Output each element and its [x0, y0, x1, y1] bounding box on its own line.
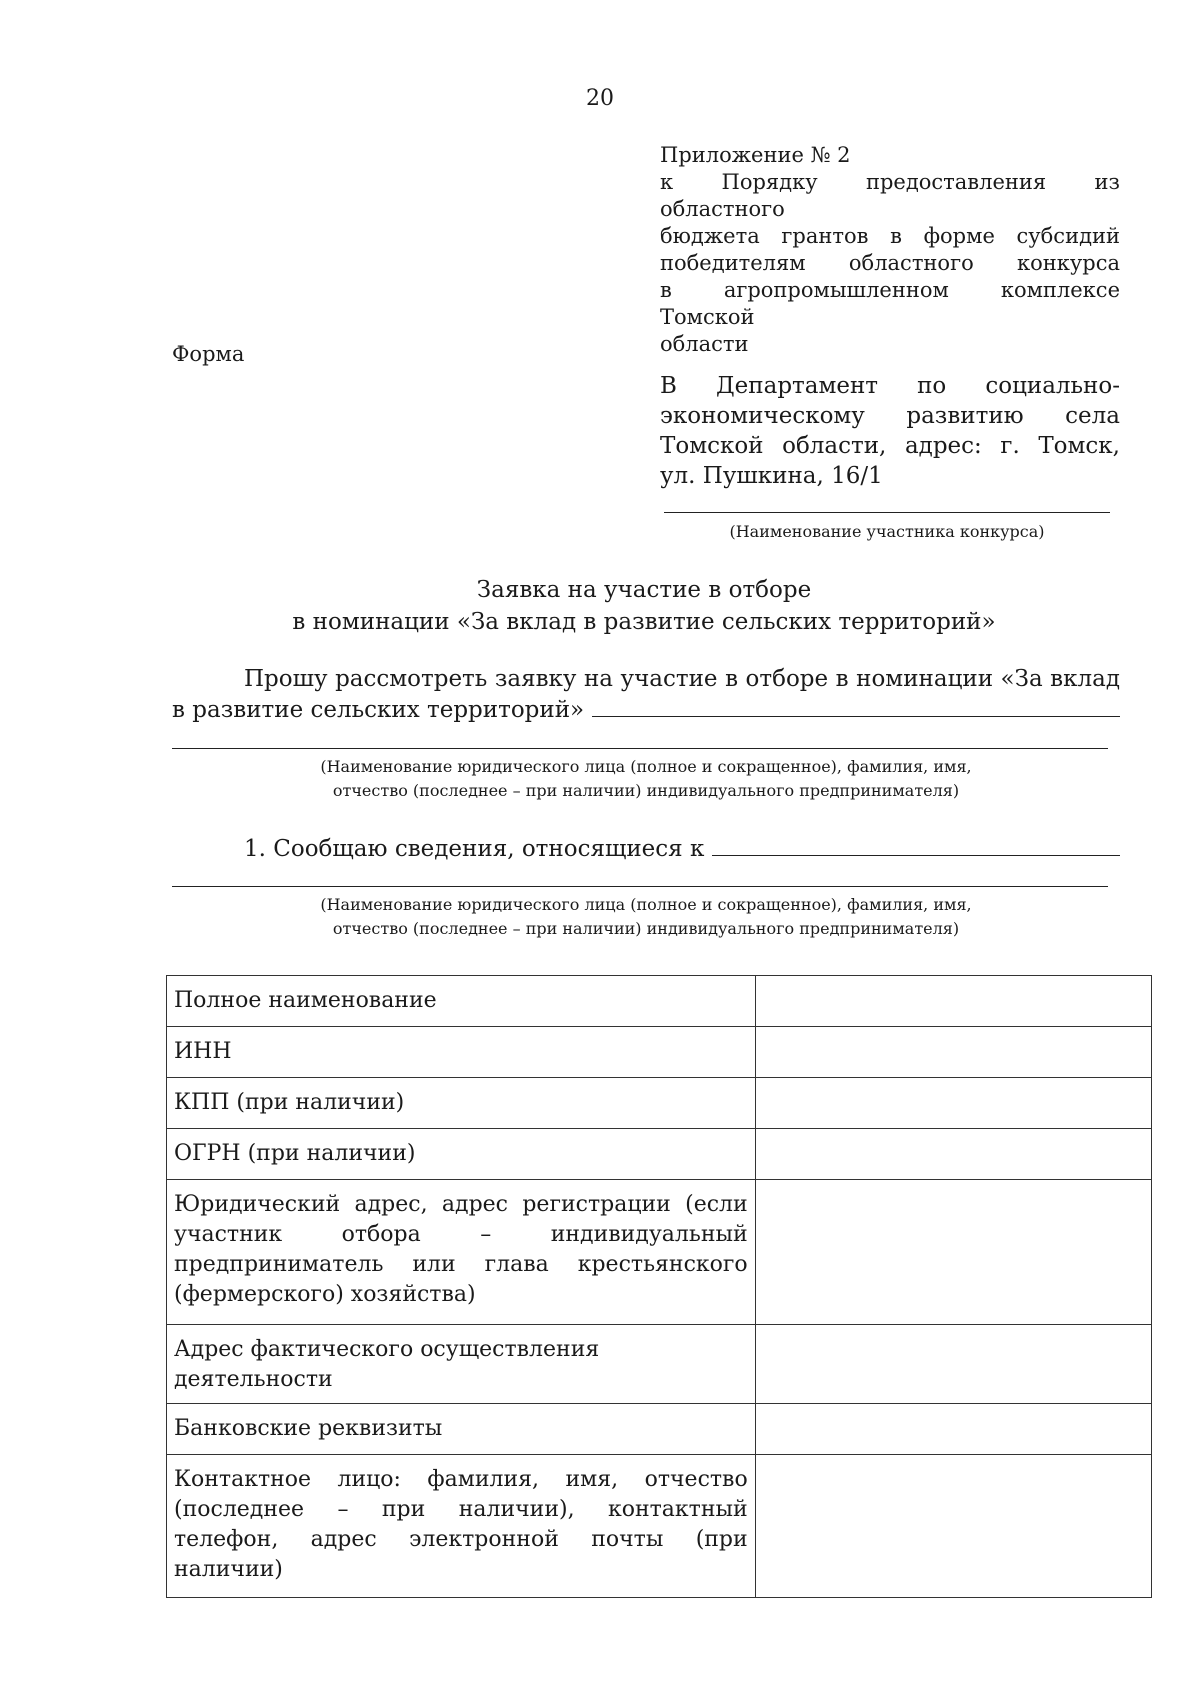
entity-caption — [172, 893, 1120, 941]
report-entity-field[interactable] — [712, 835, 1120, 856]
row-value[interactable] — [755, 976, 1151, 1027]
row-label: Полное наименование — [167, 976, 756, 1027]
table-row — [167, 976, 1152, 1027]
recipient-line: Томской области, адрес: г. Томск, — [660, 433, 1120, 459]
entity-caption — [172, 755, 1120, 803]
request-line: в развитие сельских территорий» — [172, 697, 585, 723]
appendix-line: бюджета грантов в форме субсидий — [660, 224, 1120, 248]
appendix-line: победителям областного конкурса — [660, 251, 1120, 275]
participant-info-table — [166, 975, 1152, 1598]
appendix-title: Приложение № 2 — [660, 143, 851, 167]
row-value[interactable] — [755, 1180, 1151, 1325]
caption-line: отчество (последнее – при наличии) индивидуального предпринимателя) — [332, 781, 960, 800]
recipient-line: ул. Пушкина, 16/1 — [660, 463, 883, 489]
table-row — [167, 1078, 1152, 1129]
appendix-line: к Порядку предоставления из областного — [660, 170, 1120, 221]
caption-line: (Наименование юридического лица (полное и сокращенное), фамилия, имя, — [320, 757, 972, 776]
entity-name-field[interactable] — [592, 696, 1120, 717]
table-row — [167, 1325, 1152, 1404]
entity-name-field-continuation[interactable] — [172, 748, 1108, 749]
report-label: 1. Сообщаю сведения, относящиеся к — [244, 836, 705, 862]
row-value[interactable] — [755, 1404, 1151, 1455]
title-line: в номинации «За вклад в развитие сельских территорий» — [292, 609, 996, 635]
row-value[interactable] — [755, 1027, 1151, 1078]
row-label: Контактное лицо: фамилия, имя, отчество (последнее – при наличии), контактный телефон, адрес электронной почты (при наличии) — [167, 1455, 756, 1598]
row-value[interactable] — [755, 1325, 1151, 1404]
document-title — [0, 574, 1200, 638]
appendix-line: области — [660, 332, 749, 356]
row-label: ОГРН (при наличии) — [167, 1129, 756, 1180]
request-paragraph — [172, 664, 1120, 726]
participant-caption: (Наименование участника конкурса) — [729, 522, 1045, 541]
row-label: Адрес фактического осуществления деятельности — [167, 1325, 756, 1404]
row-label: ИНН — [167, 1027, 756, 1078]
table-row — [167, 1455, 1152, 1598]
recipient-line: В Департамент по социально- — [660, 373, 1120, 399]
table-row — [167, 1180, 1152, 1325]
report-entity-field-continuation[interactable] — [172, 886, 1108, 887]
appendix-line: в агропромышленном комплексе Томской — [660, 278, 1120, 329]
title-line: Заявка на участие в отборе — [476, 577, 812, 603]
form-label: Форма — [172, 342, 245, 366]
caption-line: (Наименование юридического лица (полное и сокращенное), фамилия, имя, — [320, 895, 972, 914]
appendix-reference — [660, 142, 1120, 358]
participant-name-field[interactable] — [664, 512, 1110, 513]
request-line: Прошу рассмотреть заявку на участие в отборе в номинации «За вклад — [244, 666, 1120, 692]
table-row — [167, 1129, 1152, 1180]
report-statement — [244, 835, 1120, 862]
row-label: КПП (при наличии) — [167, 1078, 756, 1129]
table-row — [167, 1027, 1152, 1078]
table-row — [167, 1404, 1152, 1455]
row-label: Юридический адрес, адрес регистрации (если участник отбора – индивидуальный предприниматель или глава крестьянского (фермерского) хозяйства) — [167, 1180, 756, 1325]
row-value[interactable] — [755, 1129, 1151, 1180]
row-value[interactable] — [755, 1078, 1151, 1129]
page-number: 20 — [586, 86, 614, 111]
row-value[interactable] — [755, 1455, 1151, 1598]
row-label: Банковские реквизиты — [167, 1404, 756, 1455]
recipient-line: экономическому развитию села — [660, 403, 1120, 429]
recipient-address — [660, 371, 1120, 491]
caption-line: отчество (последнее – при наличии) индивидуального предпринимателя) — [332, 919, 960, 938]
